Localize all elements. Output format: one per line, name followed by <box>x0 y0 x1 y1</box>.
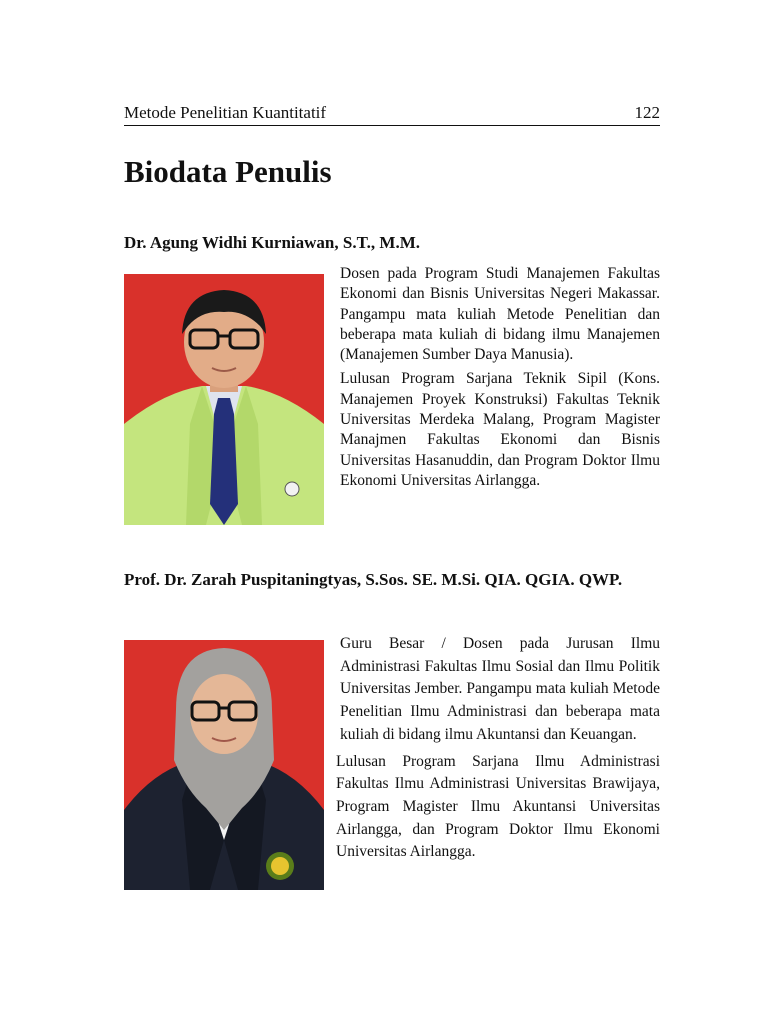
bio-paragraph: Dosen pada Program Studi Manajemen Fakultas Ekonomi dan Bisnis Universitas Negeri Makassar. Pangampu mata kuliah Metode Penelitian dan beberapa mata kuliah di bidang ilmu Manajemen (Manajemen Sumber Daya Manusia). <box>340 265 660 364</box>
author-bio <box>336 633 660 868</box>
author-photo <box>124 274 324 525</box>
page-number: 122 <box>634 103 660 122</box>
author-name: Prof. Dr. Zarah Puspitaningtyas, S.Sos. SE. M.Si. QIA. QGIA. QWP. <box>124 570 623 589</box>
bio-paragraph: Guru Besar / Dosen pada Jurusan Ilmu Administrasi Fakultas Ilmu Sosial dan Ilmu Politik Universitas Jember. Pangampu mata kuliah Metode Penelitian Ilmu Administrasi dan beberapa mata kuliah di bidang ilmu Akuntansi dan Keuangan. <box>340 635 660 743</box>
author-name: Dr. Agung Widhi Kurniawan, S.T., M.M. <box>124 233 421 252</box>
book-title: Metode Penelitian Kuantitatif <box>124 103 327 122</box>
author-photo <box>124 640 324 890</box>
bio-paragraph: Lulusan Program Sarjana Teknik Sipil (Kons. Manajemen Proyek Konstruksi) Fakultas Teknik Universitas Merdeka Malang, Program Magister Manajmen Fakultas Ekonomi dan Bisnis Universitas Hasanuddin, dan Program Doktor Ilmu Ekonomi Universitas Airlangga. <box>340 370 660 489</box>
author-portrait-female <box>124 640 324 890</box>
author-bio <box>340 264 660 495</box>
bio-paragraph: Lulusan Program Sarjana Ilmu Administrasi Fakultas Ilmu Administrasi Universitas Brawijaya, Program Magister Ilmu Akuntansi Universitas Airlangga, dan Program Doktor Ilmu Ekonomi Universitas Airlangga. <box>336 752 660 861</box>
running-header <box>124 100 660 126</box>
author-portrait-male <box>124 274 324 525</box>
page-title: Biodata Penulis <box>124 154 332 189</box>
